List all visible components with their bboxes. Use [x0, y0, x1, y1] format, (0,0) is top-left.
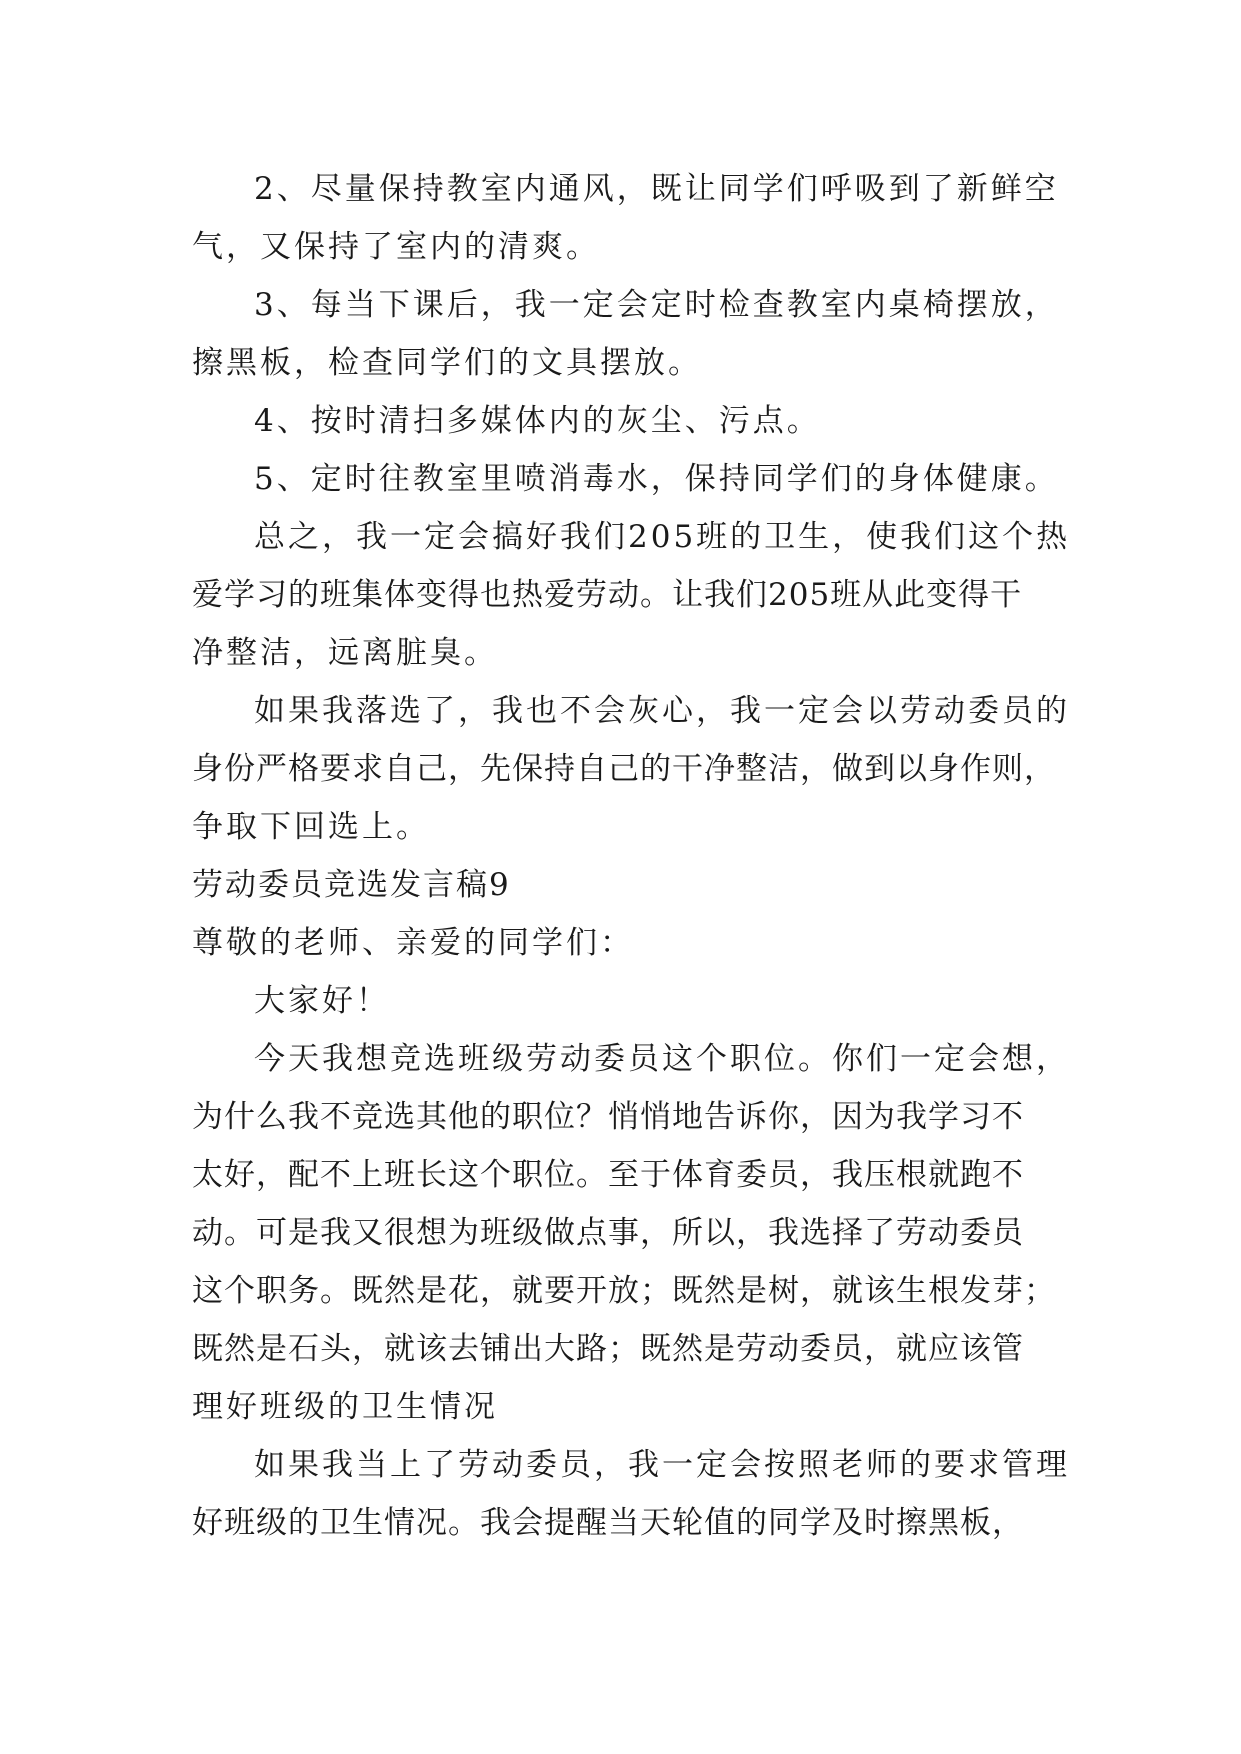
paragraph-fallback-line-2: 身份严格要求自己，先保持自己的干净整洁，做到以身作则， [192, 751, 1056, 787]
paragraph-summary-line-2: 爱学习的班集体变得也热爱劳动。让我们205班从此变得干 [192, 577, 1023, 613]
paragraph-summary-line-1: 总之，我一定会搞好我们205班的卫生，使我们这个热 [254, 519, 1071, 555]
paragraph-item-2-line-1: 2、尽量保持教室内通风，既让同学们呼吸到了新鲜空 [254, 171, 1059, 207]
document-page [192, 160, 1071, 1552]
paragraph-intro-line-5: 这个职务。既然是花，就要开放；既然是树，就该生根发芽； [192, 1273, 1056, 1309]
paragraph-intro-line-1: 今天我想竞选班级劳动委员这个职位。你们一定会想， [254, 1041, 1070, 1077]
paragraph-item-4: 4、按时清扫多媒体内的灰尘、污点。 [254, 403, 821, 439]
paragraph-item-3-line-1: 3、每当下课后，我一定会定时检查教室内桌椅摆放， [254, 287, 1059, 323]
paragraph-item-3-line-2: 擦黑板，检查同学们的文具摆放。 [192, 345, 702, 381]
paragraph-fallback-line-3: 争取下回选上。 [192, 809, 430, 845]
paragraph-intro-line-6: 既然是石头，就该去铺出大路；既然是劳动委员，就应该管 [192, 1331, 1024, 1367]
paragraph-fallback-line-1: 如果我落选了，我也不会灰心，我一定会以劳动委员的 [254, 693, 1070, 729]
section-heading: 劳动委员竞选发言稿9 [192, 867, 511, 903]
paragraph-intro-line-3: 太好，配不上班长这个职位。至于体育委员，我压根就跑不 [192, 1157, 1024, 1193]
paragraph-intro-line-7: 理好班级的卫生情况 [192, 1389, 498, 1425]
paragraph-item-5: 5、定时往教室里喷消毒水，保持同学们的身体健康。 [254, 461, 1059, 497]
greeting: 大家好！ [254, 983, 390, 1019]
paragraph-summary-line-3: 净整洁，远离脏臭。 [192, 635, 498, 671]
paragraph-plan-line-1: 如果我当上了劳动委员，我一定会按照老师的要求管理 [254, 1447, 1070, 1483]
paragraph-item-2-line-2: 气，又保持了室内的清爽。 [192, 229, 600, 265]
paragraph-intro-line-2: 为什么我不竞选其他的职位？悄悄地告诉你，因为我学习不 [192, 1099, 1024, 1135]
paragraph-plan-line-2: 好班级的卫生情况。我会提醒当天轮值的同学及时擦黑板， [192, 1505, 1024, 1541]
salutation: 尊敬的老师、亲爱的同学们： [192, 925, 634, 961]
paragraph-intro-line-4: 动。可是我又很想为班级做点事，所以，我选择了劳动委员 [192, 1215, 1024, 1251]
